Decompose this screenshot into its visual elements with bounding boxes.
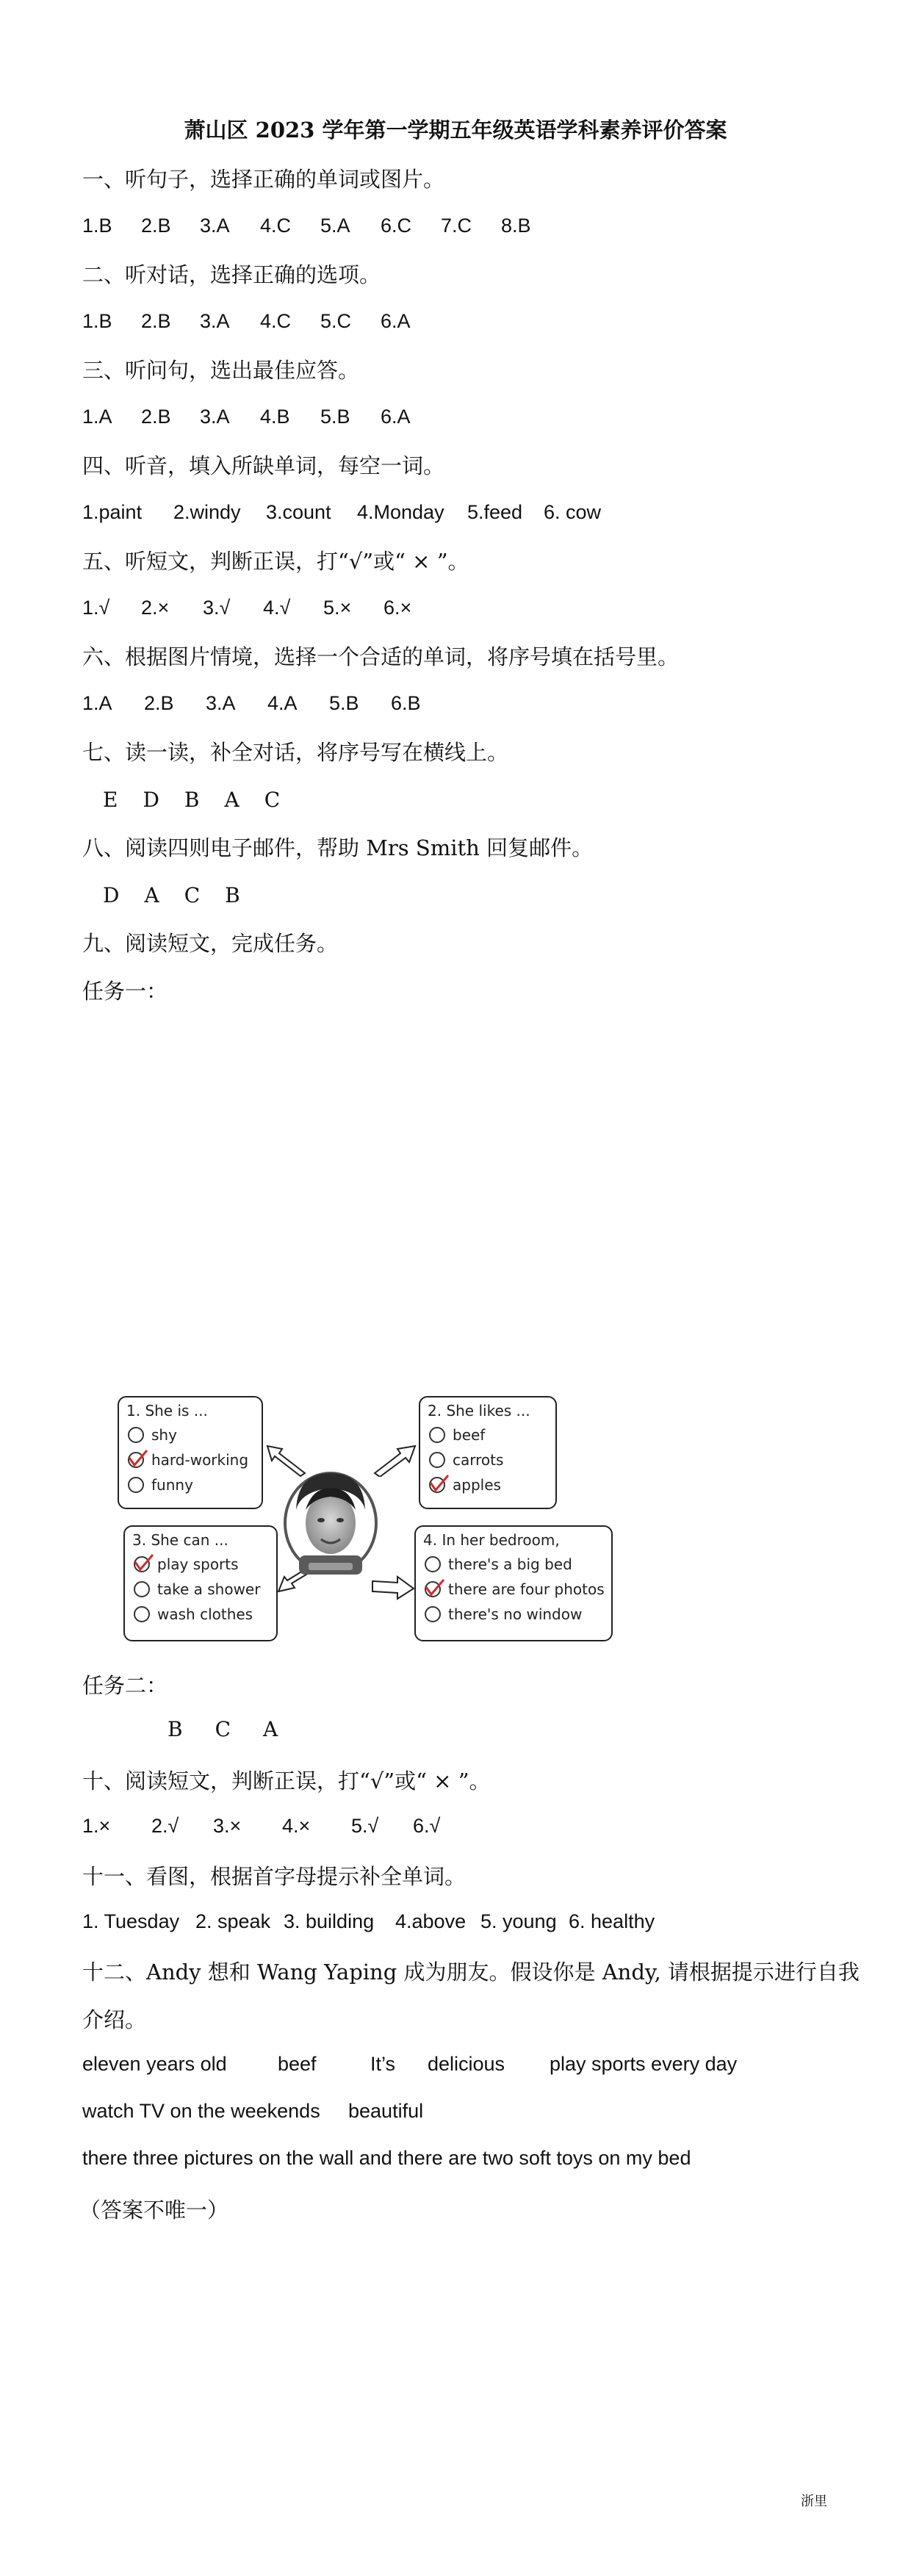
answer: B [225, 883, 240, 907]
box-title: 1. She is ... [126, 1402, 208, 1420]
answer: 5. young [480, 1910, 557, 1932]
radio-circle-icon [425, 1606, 441, 1622]
answer: 3.A [200, 310, 230, 332]
section-10-heading: 十、阅读短文，判断正误，打“√”或“ × ”。 [82, 1769, 491, 1794]
answer-phrase: eleven years old [82, 2053, 227, 2075]
box-in-her-bedroom [414, 1525, 613, 1641]
box-title: 4. In her bedroom, [423, 1531, 560, 1549]
section-12-line-3: there three pictures on the wall and there are two soft toys on my bed [82, 2147, 691, 2169]
answer: 1.√ [82, 597, 110, 619]
section-7-answers [103, 788, 305, 812]
option-label: carrots [453, 1451, 504, 1469]
astronaut-photo [283, 1466, 378, 1583]
option-label: there are four photos [448, 1580, 605, 1598]
answer: A [263, 1717, 278, 1741]
option-label: apples [453, 1476, 501, 1494]
box-she-is [118, 1396, 263, 1509]
answer: 1.× [82, 1815, 111, 1837]
task-1-figure [118, 1396, 617, 1653]
option-label: beef [453, 1426, 486, 1444]
page-title: 萧山区 2023 学年第一学期五年级英语学科素养评价答案 [184, 118, 727, 143]
option [132, 1577, 269, 1602]
answer: D [103, 883, 120, 907]
answer: 3.A [200, 406, 230, 428]
answer: 4.√ [263, 597, 291, 619]
section-5-heading: 五、听短文，判断正误，打“√”或“ × ”。 [82, 549, 469, 574]
answer: 4.Monday [357, 501, 444, 523]
section-1-answers [82, 215, 531, 237]
answer-phrase: play sports every day [550, 2053, 738, 2075]
radio-circle-icon [429, 1452, 445, 1468]
option-checked [132, 1552, 269, 1577]
radio-circle-icon [134, 1606, 150, 1622]
answer: 4.B [260, 406, 290, 428]
box-she-can [123, 1525, 278, 1641]
option-label: take a shower [157, 1580, 261, 1598]
answer: 5.A [320, 215, 350, 237]
answer: 3.A [206, 692, 236, 714]
answer-phrase: delicious [428, 2053, 505, 2075]
option-checked [126, 1447, 254, 1472]
section-9-heading: 九、阅读短文，完成任务。 [82, 931, 339, 956]
section-6-answers [82, 692, 421, 715]
answer: 3.A [200, 215, 230, 237]
answer: C [184, 883, 201, 907]
answer: C [215, 1717, 231, 1741]
red-checkmark-icon [131, 1550, 156, 1575]
answer: B [184, 788, 200, 812]
answer: D [143, 788, 159, 812]
answer: 1.A [82, 406, 112, 428]
section-12-heading: 十二、Andy 想和 Wang Yaping 成为朋友。假设你是 Andy, 请根据提示进行自我 [82, 1960, 860, 1985]
answer: 1. Tuesday [82, 1910, 180, 1932]
option [423, 1552, 604, 1577]
section-1-heading: 一、听句子，选择正确的单词或图片。 [82, 167, 445, 192]
box-she-likes [419, 1396, 557, 1509]
red-checkmark-icon [125, 1446, 150, 1471]
answer: C [264, 788, 281, 812]
answer: 5.B [320, 406, 350, 428]
answer: 3.× [213, 1815, 242, 1837]
task-2-answers [168, 1717, 303, 1741]
answer: 2.× [141, 597, 170, 619]
answer: 5.B [329, 692, 359, 714]
answer: 4.A [267, 692, 298, 714]
answer: 2.√ [151, 1815, 179, 1837]
section-5-answers [82, 597, 411, 619]
section-4-heading: 四、听音，填入所缺单词，每空一词。 [82, 453, 445, 478]
section-4-answers [82, 501, 601, 524]
option-checked [428, 1472, 548, 1497]
answer: 4.C [260, 310, 292, 332]
answer: 4.above [395, 1910, 467, 1932]
answer: 6.C [381, 215, 412, 237]
section-12-note: （答案不唯一） [79, 2198, 229, 2223]
section-11-heading: 十一、看图，根据首字母提示补全单词。 [82, 1864, 467, 1889]
section-2-heading: 二、听对话，选择正确的选项。 [82, 262, 381, 287]
option [428, 1447, 548, 1472]
answer: 8.B [501, 215, 531, 237]
option-label: play sports [157, 1555, 239, 1573]
answer: 5.√ [351, 1815, 379, 1837]
answer: 4.× [282, 1815, 311, 1837]
radio-circle-icon [429, 1427, 445, 1443]
answer-phrase: It’s [370, 2053, 396, 2075]
answer: 3.√ [203, 597, 231, 619]
radio-circle-icon [134, 1581, 150, 1597]
section-3-heading: 三、听问句，选出最佳应答。 [82, 358, 360, 383]
box-title: 3. She can ... [132, 1531, 228, 1549]
answer: 6.B [391, 692, 421, 714]
radio-circle-icon [425, 1556, 441, 1572]
answer: 2.B [141, 215, 171, 237]
answer: 2.B [141, 310, 171, 332]
answer: 6.A [381, 406, 411, 428]
option-checked [423, 1577, 604, 1602]
option-label: there's no window [448, 1605, 583, 1623]
option [126, 1472, 254, 1497]
answer: 1.B [82, 215, 112, 237]
section-6-heading: 六、根据图片情境，选择一个合适的单词，将序号填在括号里。 [82, 644, 680, 669]
red-checkmark-icon [426, 1471, 451, 1496]
section-12-line-2 [82, 2100, 423, 2123]
option-label: wash clothes [157, 1605, 253, 1623]
option-label: there's a big bed [448, 1555, 572, 1573]
answer-phrase: beautiful [348, 2100, 424, 2122]
answer: 3.count [266, 501, 331, 523]
option [126, 1422, 254, 1447]
answer: A [224, 788, 240, 812]
option [428, 1422, 548, 1447]
answer: 2.B [144, 692, 174, 714]
answer: 6. healthy [569, 1910, 655, 1932]
option-label: hard-working [151, 1451, 249, 1469]
section-3-answers [82, 406, 411, 428]
answer: 5.feed [467, 501, 523, 523]
task-2-label: 任务二： [82, 1673, 168, 1698]
section-12-heading-line2: 介绍。 [82, 2007, 147, 2032]
answer: 1.paint [82, 501, 143, 523]
option [423, 1602, 604, 1627]
section-12-line-1 [82, 2053, 737, 2076]
answer-phrase: watch TV on the weekends [82, 2100, 320, 2122]
section-11-answers [82, 1910, 655, 1933]
answer: 6. cow [544, 501, 602, 523]
answer: 5.C [320, 310, 352, 332]
footer-watermark: 浙里 [801, 2494, 827, 2509]
section-8-heading: 八、阅读四则电子邮件，帮助 Mrs Smith 回复邮件。 [82, 835, 594, 860]
answer-phrase: beef [278, 2053, 317, 2075]
section-8-answers [103, 883, 265, 907]
section-7-heading: 七、读一读，补全对话，将序号写在横线上。 [82, 740, 509, 765]
answer: 1.A [82, 692, 112, 714]
answer: 5.× [323, 597, 352, 619]
answer: 3. building [284, 1910, 375, 1932]
radio-circle-icon [128, 1427, 144, 1443]
section-10-answers [82, 1815, 440, 1838]
option-label: shy [151, 1426, 177, 1444]
answer: 7.C [441, 215, 472, 237]
answer: 6.A [381, 310, 411, 332]
radio-circle-icon [128, 1477, 144, 1493]
task-1-label: 任务一： [82, 979, 168, 1004]
box-title: 2. She likes ... [428, 1402, 530, 1420]
answer: 2. speak [195, 1910, 271, 1932]
answer: 4.C [260, 215, 292, 237]
answer: 2.B [141, 406, 171, 428]
answer: A [144, 883, 159, 907]
section-2-answers [82, 310, 411, 333]
answer: 6.× [384, 597, 412, 619]
answer: 2.windy [173, 501, 241, 523]
option [132, 1602, 269, 1627]
answer: B [168, 1717, 183, 1741]
option-label: funny [151, 1476, 193, 1494]
answer: 1.B [82, 310, 112, 332]
answer: 6.√ [413, 1815, 441, 1837]
answer: E [103, 788, 118, 812]
red-checkmark-icon [422, 1575, 447, 1600]
